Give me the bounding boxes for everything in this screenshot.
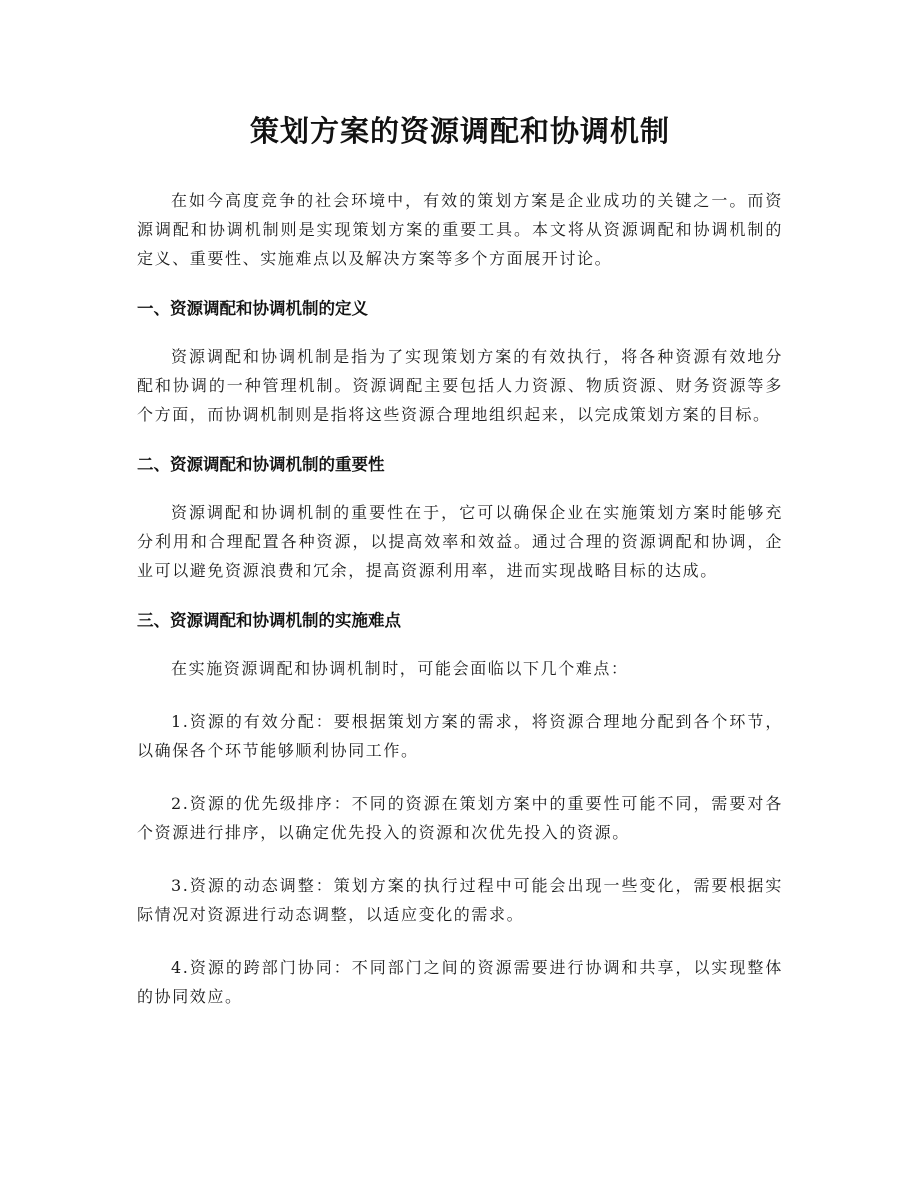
section-body-importance: 资源调配和协调机制的重要性在于，它可以确保企业在实施策划方案时能够充分利用和合理配置各种资源，以提高效率和效益。通过合理的资源调配和协调，企业可以避免资源浪费和冗余，提高资源利用率，进而实现战略目标的达成。 [137,503,783,580]
section-heading-difficulties: 三、资源调配和协调机制的实施难点 [137,611,401,630]
section-heading-definition: 一、资源调配和协调机制的定义 [137,299,368,318]
section-body-difficulties: 在实施资源调配和协调机制时，可能会面临以下几个难点： [171,659,629,678]
list-item: 2.资源的优先级排序：不同的资源在策划方案中的重要性可能不同，需要对各个资源进行排序，以确定优先投入的资源和次优先投入的资源。 [137,794,783,842]
list-item: 4.资源的跨部门协同：不同部门之间的资源需要进行协调和共享，以实现整体的协同效应。 [137,958,783,1006]
intro-paragraph: 在如今高度竞争的社会环境中，有效的策划方案是企业成功的关键之一。而资源调配和协调机制则是实现策划方案的重要工具。本文将从资源调配和协调机制的定义、重要性、实施难点以及解决方案等多个方面展开讨论。 [137,191,783,268]
list-item: 3.资源的动态调整：策划方案的执行过程中可能会出现一些变化，需要根据实际情况对资源进行动态调整，以适应变化的需求。 [137,876,783,924]
list-item: 1.资源的有效分配：要根据策划方案的需求，将资源合理地分配到各个环节，以确保各个环节能够顺利协同工作。 [137,712,783,760]
document-page [137,100,783,1011]
section-body-definition: 资源调配和协调机制是指为了实现策划方案的有效执行，将各种资源有效地分配和协调的一种管理机制。资源调配主要包括人力资源、物质资源、财务资源等多个方面，而协调机制则是指将这些资源合理地组织起来，以完成策划方案的目标。 [137,347,783,424]
document-title: 策划方案的资源调配和协调机制 [249,114,670,148]
section-heading-importance: 二、资源调配和协调机制的重要性 [137,455,385,474]
